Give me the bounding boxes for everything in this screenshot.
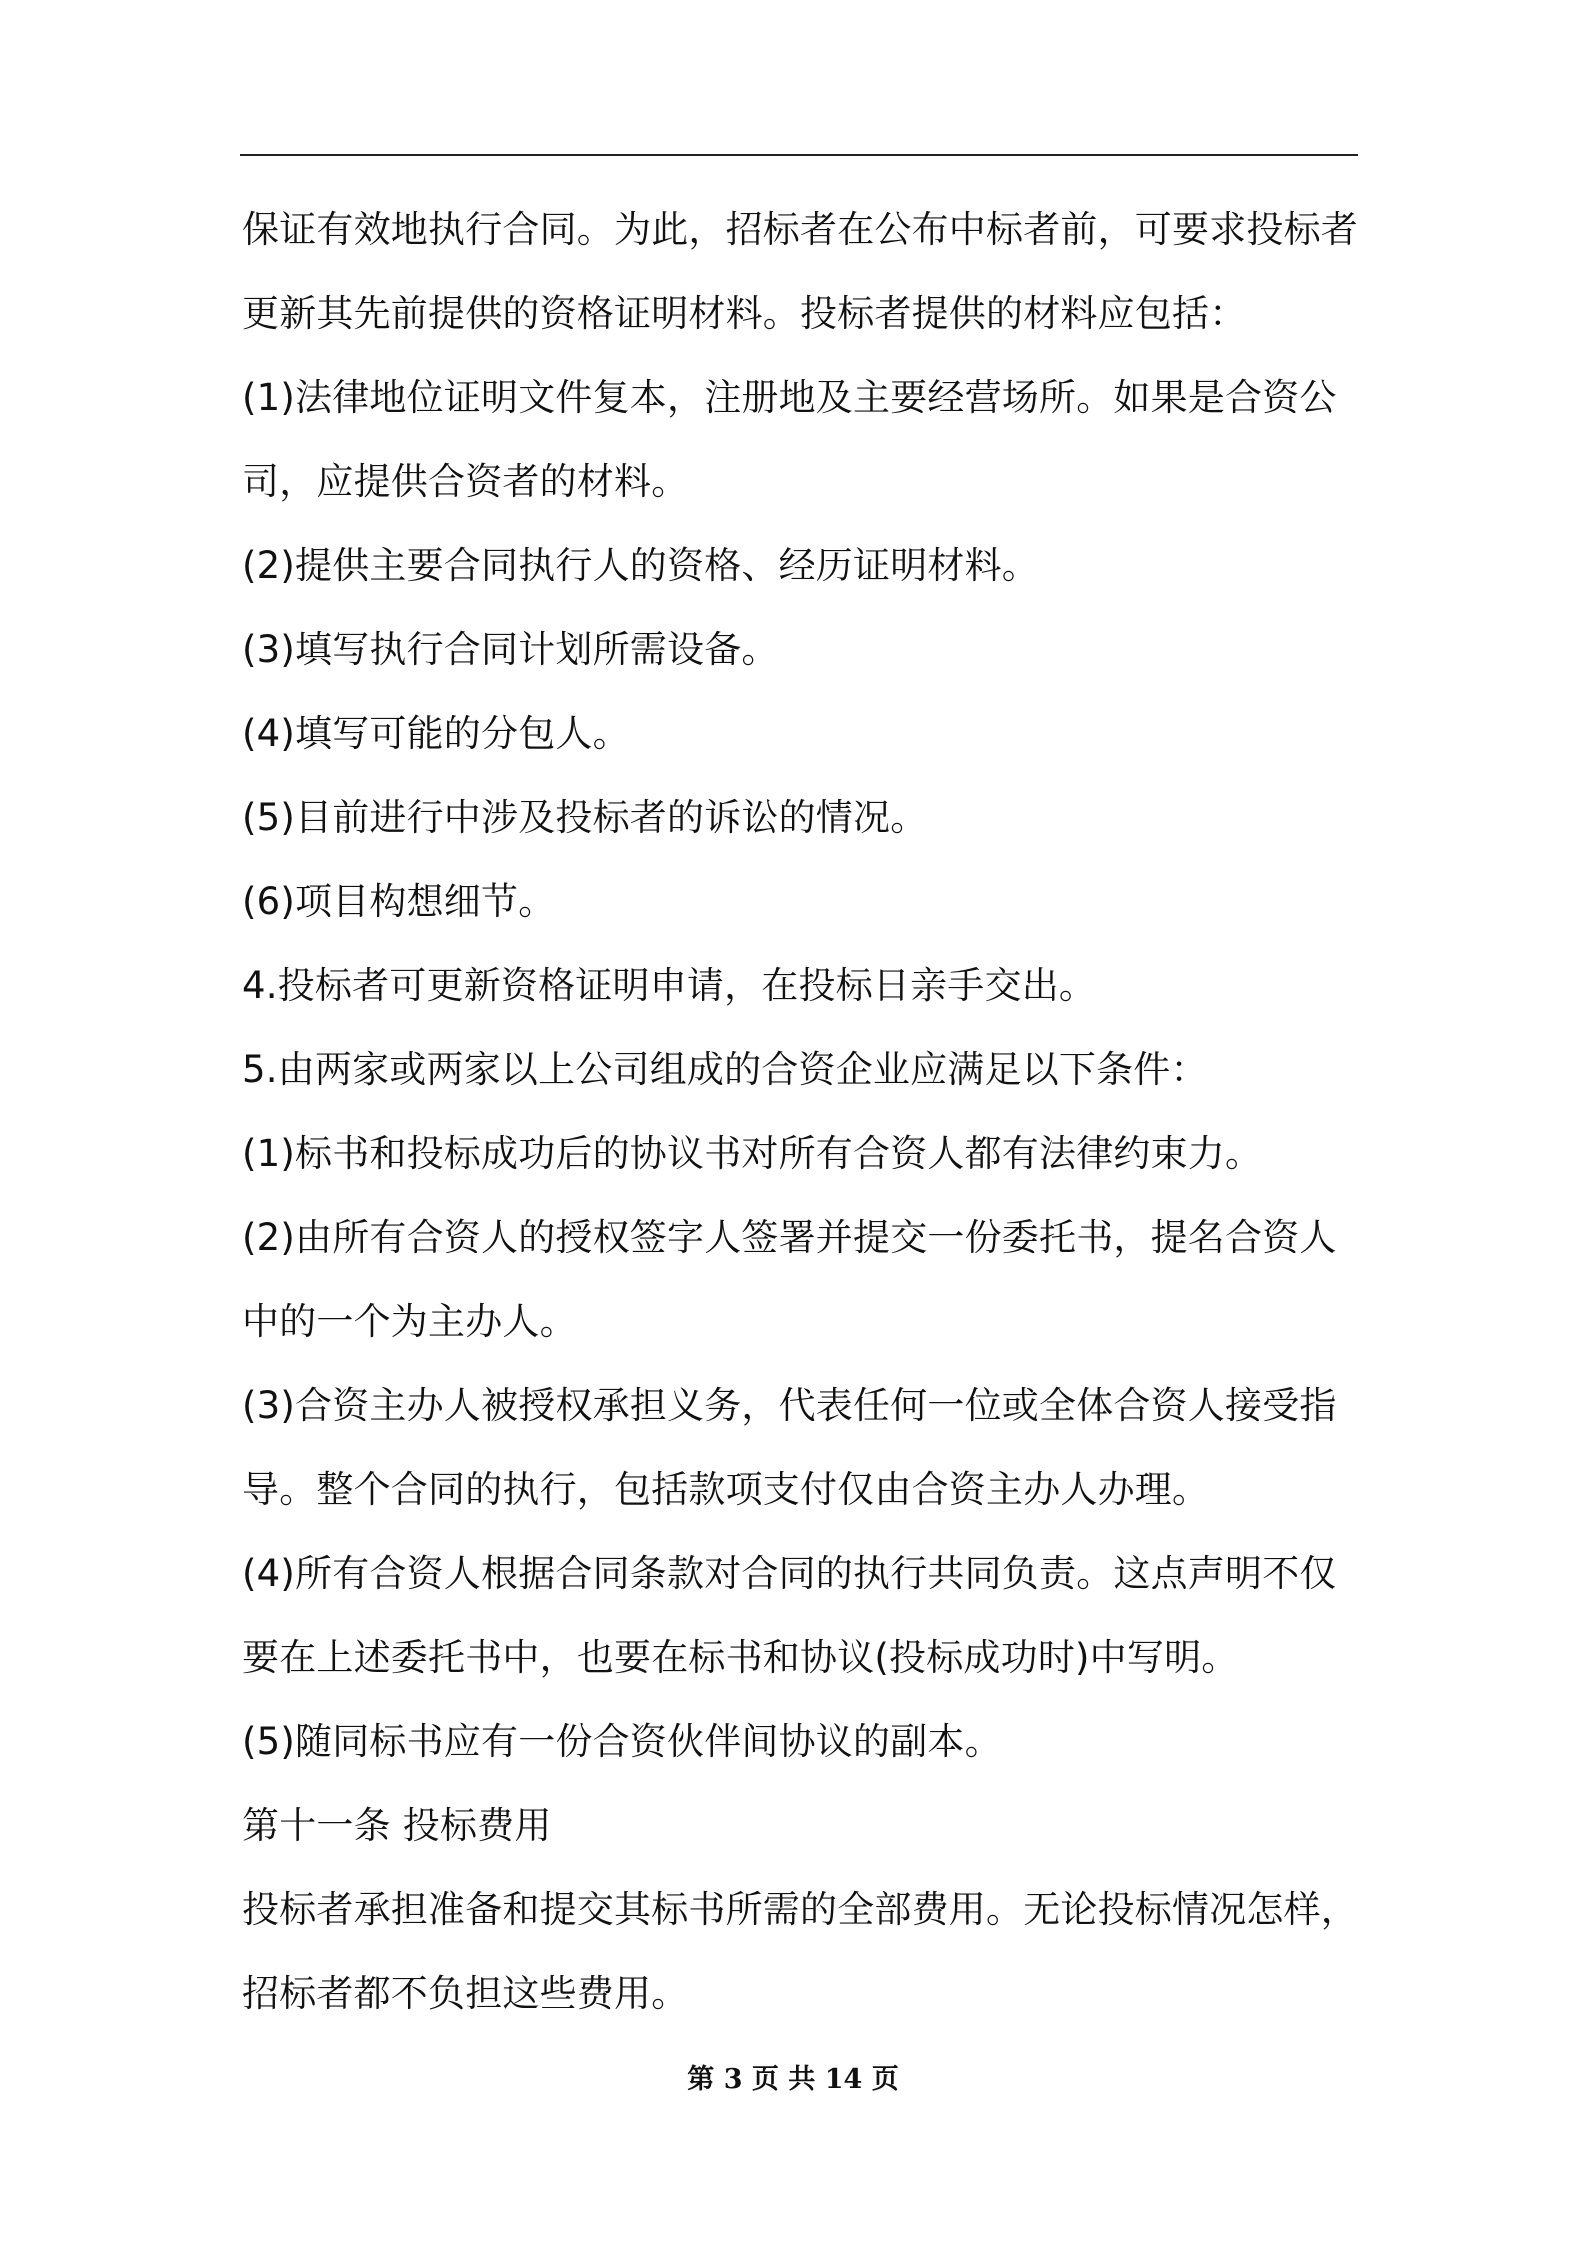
list-item: (6)项目构想细节。 [242, 880, 556, 923]
footer-prefix: 第 [687, 2064, 715, 2095]
list-item: (3)填写执行合同计划所需设备。 [242, 628, 779, 671]
list-item: (4)所有合资人根据合同条款对合同的执行共同负责。这点声明不仅 [242, 1552, 1337, 1595]
numbered-clause: 4.投标者可更新资格证明申请，在投标日亲手交出。 [242, 964, 1097, 1007]
list-item: (1)标书和投标成功后的协议书对所有合资人都有法律约束力。 [242, 1132, 1263, 1175]
page-number-footer [0, 2062, 1586, 2098]
list-item-continuation: 中的一个为主办人。 [242, 1300, 577, 1343]
paragraph-line: 招标者都不负担这些费用。 [242, 1972, 689, 2015]
list-item: (5)目前进行中涉及投标者的诉讼的情况。 [242, 796, 928, 839]
numbered-clause: 5.由两家或两家以上公司组成的合资企业应满足以下条件： [242, 1048, 1208, 1091]
list-item: (3)合资主办人被授权承担义务，代表任何一位或全体合资人接受指 [242, 1384, 1337, 1427]
document-body [242, 188, 1362, 2036]
list-item: (4)填写可能的分包人。 [242, 712, 630, 755]
paragraph-line: 保证有效地执行合同。为此，招标者在公布中标者前，可要求投标者 [242, 208, 1358, 251]
paragraph-line: 投标者承担准备和提交其标书所需的全部费用。无论投标情况怎样， [242, 1888, 1358, 1931]
list-item: (1)法律地位证明文件复本，注册地及主要经营场所。如果是合资公 [242, 376, 1337, 419]
paragraph-line: 更新其先前提供的资格证明材料。投标者提供的材料应包括： [242, 292, 1247, 335]
list-item-continuation: 导。整个合同的执行，包括款项支付仅由合资主办人办理。 [242, 1468, 1210, 1511]
list-item: (2)提供主要合同执行人的资格、经历证明材料。 [242, 544, 1040, 587]
header-divider [240, 154, 1358, 156]
list-item-continuation: 司，应提供合资者的材料。 [242, 460, 689, 503]
section-heading: 第十一条 投标费用 [242, 1804, 552, 1847]
total-pages-number: 14 [824, 2064, 863, 2095]
current-page-number: 3 [723, 2064, 743, 2095]
footer-middle: 页 共 [751, 2064, 816, 2095]
list-item: (2)由所有合资人的授权签字人签署并提交一份委托书，提名合资人 [242, 1216, 1337, 1259]
list-item: (5)随同标书应有一份合资伙伴间协议的副本。 [242, 1720, 1002, 1763]
list-item-continuation: 要在上述委托书中，也要在标书和协议(投标成功时)中写明。 [242, 1636, 1239, 1679]
footer-suffix: 页 [871, 2064, 899, 2095]
